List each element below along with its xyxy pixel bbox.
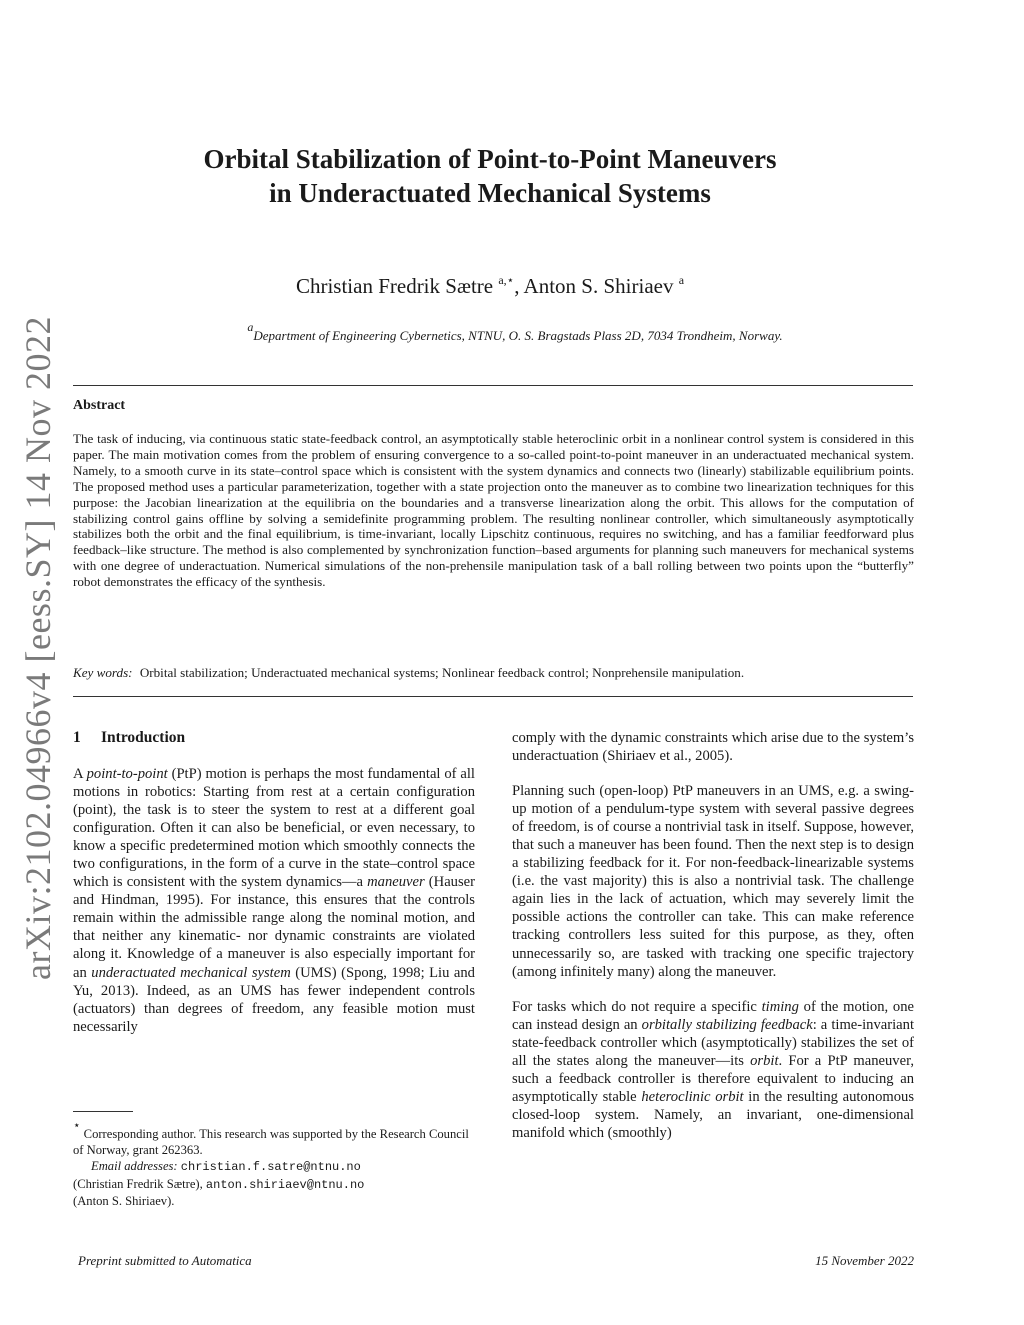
abstract-body: The task of inducing, via continuous static state-feedback control, an asymptotically stable heteroclinic orbit in a nonlinear control system is considered in this paper. The main motivation comes from the problem of ensuring convergence to a so-called point-to-point maneuver in an underactuated mechanical system. Namely, to a smooth curve in its state–control space which is consistent with the system dynamics and connects two (linearly) stabilizable equilibrium points. The proposed method uses a particular parameterization, together with a state projection onto the maneuver as to combine two linearization techniques for this purpose: the Jacobian linearization at the equilibria on the boundaries and a transverse linearization along the orbit. This allows for the computation of stabilizing control gains offline by solving a semidefinite programming problem. The resulting nonlinear controller, which simultaneously asymptotically stabilizes both the orbit and the final equilibrium, is time-invariant, locally Lipschitz continuous, requires no switching, and has a familiar feedforward plus feedback–like structure. The method is also complemented by synchronization function–based arguments for planning such maneuvers for mechanical systems with one degree of underactuation. Numerical simulations of the non-prehensile manipulation task of a ball rolling between two points upon the “butterfly” robot demonstrates the efficacy of the synthesis. bbox=[73, 431, 914, 590]
author-separator: , bbox=[514, 274, 524, 298]
keywords-text: Orbital stabilization; Underactuated mechanical systems; Nonlinear feedback control; Nonprehensile manipulation. bbox=[139, 665, 745, 680]
intro-paragraph: comply with the dynamic constraints which arise due to the system’s underactuation (Shiriaev et al., 2005). bbox=[512, 730, 914, 765]
email-owner: (Christian Fredrik Sætre), bbox=[73, 1176, 206, 1191]
author-name: Anton S. Shiriaev bbox=[523, 274, 674, 298]
text-run: (UMS) (Spong, 1998; Liu and Yu, 2013). Indeed, as an UMS has fewer independent controls (actuators) than degrees of freedom, any feasible motion must necessarily bbox=[73, 964, 475, 1035]
emphasis-run: maneuver bbox=[367, 874, 425, 891]
footer-date: 15 November 2022 bbox=[815, 1253, 914, 1268]
affiliation bbox=[100, 320, 930, 344]
text-run: (PtP) motion is perhaps the most fundamental of all motions in robotics: Starting from rest at a certain configuration (point), the task is to steer the system to rest at a different goal configuration. Often it can also be beneficial, or even necessary, to know a specific predetermined motion which smoothly connects the two configurations, in the form of a curve in the state–control space which is consistent with the system dynamics—a bbox=[73, 766, 475, 891]
author-list bbox=[100, 273, 880, 299]
author-name: Christian Fredrik Sætre bbox=[295, 274, 494, 298]
author-affiliation-mark: a bbox=[678, 273, 685, 287]
abstract-top-rule bbox=[73, 385, 913, 386]
emphasis-run: heteroclinic orbit bbox=[641, 1088, 744, 1105]
footnote-rule bbox=[73, 1111, 133, 1112]
abstract-bottom-rule bbox=[73, 696, 913, 697]
text-run: A bbox=[73, 766, 87, 782]
arxiv-identifier-stamp bbox=[14, 316, 62, 980]
keywords bbox=[73, 665, 744, 681]
emphasis-run: orbitally stabilizing feedback bbox=[641, 1016, 813, 1033]
title-line-1: Orbital Stabilization of Point-to-Point Maneuvers bbox=[203, 144, 777, 174]
footnote-mark: ⋆ bbox=[73, 1118, 81, 1132]
text-run: (Hauser and Hindman, 1995). For instance, this ensures that the controls remain within the admissible range along the nominal motion, and that neither any kinematic- nor dynamic constraints are violated along it. Knowledge of a maneuver is also especially important for an bbox=[73, 874, 475, 981]
left-column bbox=[73, 765, 475, 1036]
emphasis-run: point-to-point bbox=[86, 766, 168, 782]
text-run: For tasks which do not require a specific bbox=[512, 998, 762, 1015]
text-run: of the motion, one can instead design an bbox=[512, 998, 914, 1033]
emphasis-run: timing bbox=[761, 998, 799, 1015]
email-label: Email addresses: bbox=[91, 1159, 178, 1174]
corresponding-author-note bbox=[73, 1117, 475, 1158]
emphasis-run: underactuated mechanical system bbox=[91, 964, 291, 981]
keywords-label: Key words: bbox=[73, 665, 133, 680]
right-column bbox=[512, 729, 914, 1142]
author-affiliation-mark: a,⋆ bbox=[498, 273, 515, 287]
arxiv-id-text: arXiv:2102.04966v4 [eess.SY] 14 Nov 2022 bbox=[18, 316, 59, 980]
section-heading bbox=[73, 729, 185, 747]
email-link[interactable]: anton.shiriaev@ntnu.no bbox=[205, 1177, 365, 1192]
email-owner: (Anton S. Shiriaev). bbox=[73, 1193, 175, 1208]
text-run: in the resulting autonomous closed-loop system. Namely, an invariant, one-dimensional manifold which (smoothly) bbox=[512, 1088, 914, 1141]
section-number: 1 bbox=[73, 729, 81, 746]
footnote-text: Corresponding author. This research was supported by the Research Council of Norway, grant 262363. bbox=[73, 1127, 469, 1158]
text-run: : a time-invariant state-feedback controller which (asymptotically) stabilizes the set of all the states along the maneuver—its bbox=[512, 1016, 914, 1069]
paper-title bbox=[100, 142, 880, 210]
affiliation-mark: a bbox=[247, 320, 254, 334]
footnote bbox=[73, 1117, 475, 1209]
affiliation-text: Department of Engineering Cybernetics, NTNU, O. S. Bragstads Plass 2D, 7034 Trondheim, Norway. bbox=[253, 328, 783, 343]
intro-paragraph: Planning such (open-loop) PtP maneuvers in an UMS, e.g. a swing-up motion of a pendulum-type system with several passive degrees of freedom, is of course a nontrivial task in itself. Suppose, however, that such a maneuver has been found. Then the next step is to design a stabilizing feedback for it. For non-feedback-linearizable systems (i.e. the vast majority) this is also a nontrivial task. The challenge again lies in the lack of actuation, which may severely limit the possible actions the controller can take. This can make reference tracking controllers less suited for this purpose, as they, often unnecessarily so, are tasked with tracking one specific trajectory (among infinitely many) along the maneuver. bbox=[512, 783, 914, 980]
email-addresses bbox=[73, 1158, 475, 1209]
email-link[interactable]: christian.f.satre@ntnu.no bbox=[180, 1160, 361, 1175]
section-title: Introduction bbox=[101, 729, 186, 746]
title-line-2: in Underactuated Mechanical Systems bbox=[269, 178, 711, 208]
abstract-heading: Abstract bbox=[73, 398, 126, 413]
intro-paragraph bbox=[73, 765, 475, 1036]
emphasis-run: orbit bbox=[750, 1052, 779, 1069]
intro-paragraph bbox=[512, 998, 914, 1142]
text-run: . For a PtP maneuver, such a feedback controller is therefore equivalent to inducing an asymptotically stable bbox=[512, 1052, 914, 1105]
footer-journal: Preprint submitted to Automatica bbox=[78, 1253, 252, 1268]
